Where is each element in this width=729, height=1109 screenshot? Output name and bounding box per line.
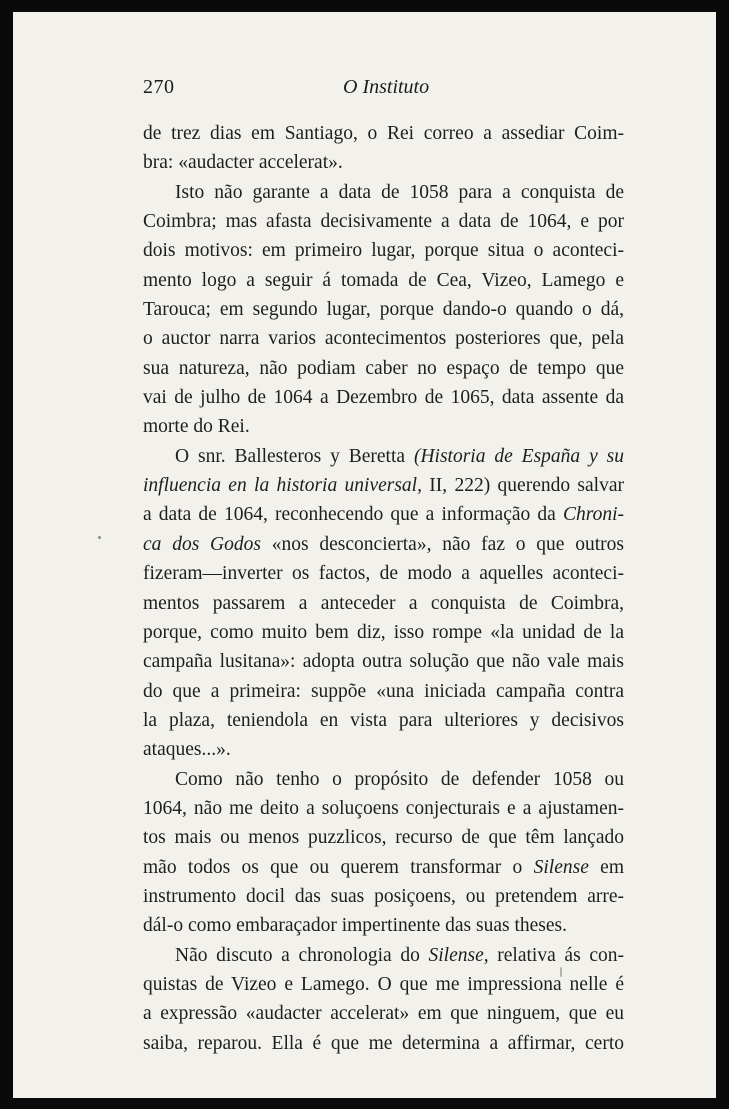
- text-line: [143, 735, 624, 764]
- text-line: [143, 207, 624, 236]
- text-line: [143, 500, 624, 529]
- text-segment: quistas de Vizeo e Lamego. O que me impressiona nelle é: [143, 973, 624, 995]
- text-segment: fizeram—inverter os factos, de modo a aquelles aconteci-: [143, 563, 624, 585]
- page-number: 270: [143, 76, 175, 98]
- text-segment: mentos passarem a anteceder a conquista de Coimbra,: [143, 592, 624, 614]
- text-line: [143, 471, 624, 500]
- text-line: [143, 266, 624, 295]
- italic-text: Silense: [533, 856, 589, 878]
- text-line: [143, 647, 624, 676]
- text-line: [143, 853, 624, 882]
- text-segment: Como não tenho o propósito de defender 1058 ou: [175, 768, 624, 790]
- text-segment: saiba, reparou. Ella é que me determina a affirmar, certo: [143, 1032, 624, 1054]
- text-line: [143, 941, 624, 970]
- italic-text: Chroni-: [562, 504, 624, 526]
- text-segment: ataques...».: [143, 739, 231, 761]
- text-segment: do que a primeira: suppõe «una iniciada campaña contra: [143, 680, 624, 702]
- text-segment: bra: «audacter accelerat».: [143, 152, 343, 174]
- text-line: [143, 589, 624, 618]
- italic-text: (Historia de España y su: [413, 445, 624, 467]
- text-line: [143, 999, 624, 1028]
- italic-text: influencia en la historia universal,: [143, 475, 422, 497]
- text-line: [143, 119, 624, 148]
- page-header: [143, 74, 623, 104]
- text-segment: 1064, não me deito a soluçoens conjecturais e a ajustamen-: [143, 797, 624, 819]
- text-segment: «nos desconcierta», não faz o que outros: [260, 533, 624, 555]
- text-line: [143, 970, 624, 999]
- text-line: [143, 383, 624, 412]
- text-line: [143, 324, 624, 353]
- text-line: [143, 618, 624, 647]
- text-segment: Não discuto a chronologia do: [175, 944, 429, 966]
- text-segment: relativa ás con-: [488, 944, 624, 966]
- text-segment: campaña lusitana»: adopta outra solução que não vale mais: [143, 651, 624, 673]
- text-segment: mento logo a seguir á tomada de Cea, Vizeo, Lamego e: [143, 269, 624, 291]
- text-segment: mão todos os que ou querem transformar o: [143, 856, 534, 878]
- running-title: O Instituto: [343, 76, 430, 98]
- text-line: [143, 148, 624, 177]
- text-line: [143, 1029, 624, 1058]
- text-segment: a expressão «audacter accelerat» em que ninguem, que eu: [143, 1003, 624, 1025]
- text-line: [143, 354, 624, 383]
- text-segment: O snr. Ballesteros y Beretta: [175, 445, 414, 467]
- text-line: [143, 295, 624, 324]
- italic-text: Silense,: [428, 944, 489, 966]
- text-segment: dois motivos: em primeiro lugar, porque situa o aconteci-: [143, 240, 624, 262]
- text-line: [143, 442, 624, 471]
- text-segment: porque, como muito bem diz, isso rompe «la unidad de la: [143, 621, 624, 643]
- text-segment: em: [588, 856, 624, 878]
- text-segment: dál-o como embaraçador impertinente das suas theses.: [143, 915, 567, 937]
- text-line: [143, 911, 624, 940]
- text-segment: Tarouca; em segundo lugar, porque dando-o quando o dá,: [143, 299, 624, 321]
- text-line: [143, 706, 624, 735]
- text-line: [143, 559, 624, 588]
- text-line: [143, 765, 624, 794]
- text-segment: Coimbra; mas afasta decisivamente a data de 1064, e por: [143, 211, 624, 233]
- text-segment: de trez dias em Santiago, o Rei correo a assediar Coim-: [143, 123, 624, 144]
- text-line: [143, 882, 624, 911]
- text-line: [143, 530, 624, 559]
- text-segment: a data de 1064, reconhecendo que a informação da: [143, 504, 563, 526]
- text-segment: morte do Rei.: [143, 416, 250, 438]
- text-line: [143, 794, 624, 823]
- text-segment: tos mais ou menos puzzlicos, recurso de que têm lançado: [143, 827, 624, 849]
- text-line: [143, 178, 624, 207]
- text-line: [143, 677, 624, 706]
- text-segment: sua natureza, não podiam caber no espaço de tempo que: [143, 357, 624, 379]
- italic-text: ca dos Godos: [143, 533, 261, 555]
- text-segment: instrumento docil das suas posiçoens, ou pretendem arre-: [143, 885, 624, 907]
- body-text: [143, 119, 624, 1058]
- text-segment: la plaza, teniendola en vista para ulteriores y decisivos: [143, 709, 624, 731]
- text-line: [143, 823, 624, 852]
- paper-speck: [98, 536, 101, 539]
- text-segment: o auctor narra varios acontecimentos posteriores que, pela: [143, 328, 624, 350]
- text-segment: Isto não garante a data de 1058 para a conquista de: [175, 181, 624, 203]
- text-segment: vai de julho de 1064 a Dezembro de 1065, data assente da: [143, 387, 624, 409]
- text-segment: II, 222) querendo salvar: [421, 475, 624, 497]
- text-line: [143, 412, 624, 441]
- text-line: [143, 236, 624, 265]
